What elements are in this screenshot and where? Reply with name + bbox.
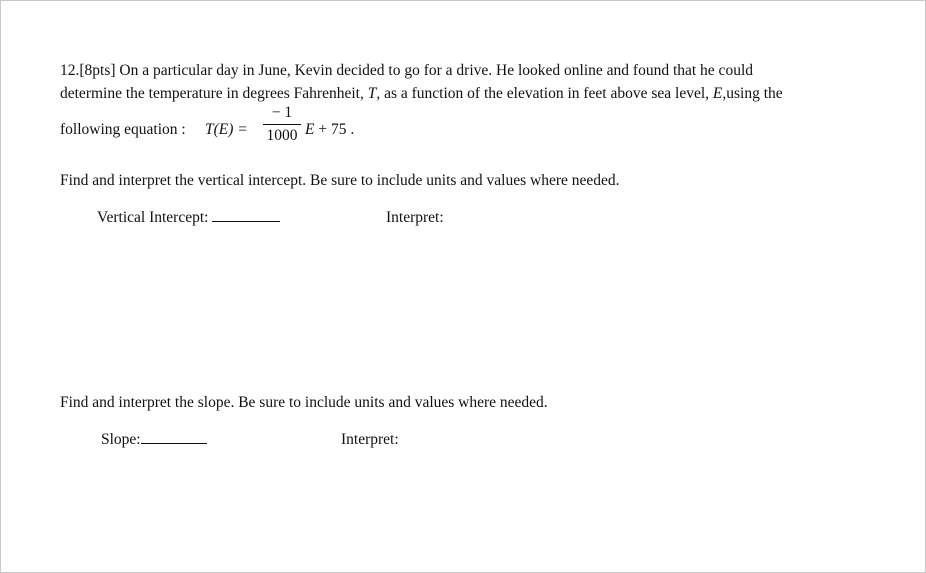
part-a-interpret xyxy=(386,210,444,226)
part-b-interpret-label: Interpret: xyxy=(341,431,399,448)
equation-rhs-rest: + 75 . xyxy=(318,121,355,138)
equation-rhs xyxy=(305,122,354,138)
part-b-prompt-text: Find and interpret the slope. Be sure to include units and values where needed. xyxy=(60,394,548,411)
problem-text-2b: , as a function of the elevation in feet above sea level, xyxy=(376,85,710,102)
slope-label: Slope: xyxy=(101,431,141,448)
vertical-intercept-answer-blank[interactable] xyxy=(212,220,280,222)
part-b-prompt xyxy=(60,395,548,411)
slope-row xyxy=(101,432,207,448)
fraction-numerator: − 1 xyxy=(271,104,293,121)
equation-fraction xyxy=(263,105,301,149)
vertical-intercept-label: Vertical Intercept: xyxy=(97,209,209,226)
problem-line-1 xyxy=(60,63,753,79)
part-a-prompt-text: Find and interpret the vertical intercept. Be sure to include units and values where needed. xyxy=(60,172,620,189)
problem-text-3: following equation : xyxy=(60,121,186,138)
variable-e: E xyxy=(712,85,723,102)
problem-text-1: 12.[8pts] On a particular day in June, Kevin decided to go for a drive. He looked online and found that he could xyxy=(60,62,753,79)
equation-rhs-var: E xyxy=(305,121,315,138)
problem-text-2a: determine the temperature in degrees Fahrenheit, xyxy=(60,85,364,102)
slope-answer-blank[interactable] xyxy=(141,442,207,444)
part-a-interpret-label: Interpret: xyxy=(386,209,444,226)
problem-line-3 xyxy=(60,122,186,138)
fraction-denominator: 1000 xyxy=(266,127,298,144)
variable-t: T xyxy=(367,85,377,102)
vertical-intercept-row xyxy=(97,210,280,226)
fraction-bar xyxy=(263,124,301,125)
part-b-interpret xyxy=(341,432,399,448)
part-a-prompt xyxy=(60,173,620,189)
problem-text-2c: ,using the xyxy=(722,85,783,102)
equation-lhs-text: T(E) = xyxy=(205,121,248,138)
equation-lhs xyxy=(205,122,248,138)
problem-line-2 xyxy=(60,86,783,102)
